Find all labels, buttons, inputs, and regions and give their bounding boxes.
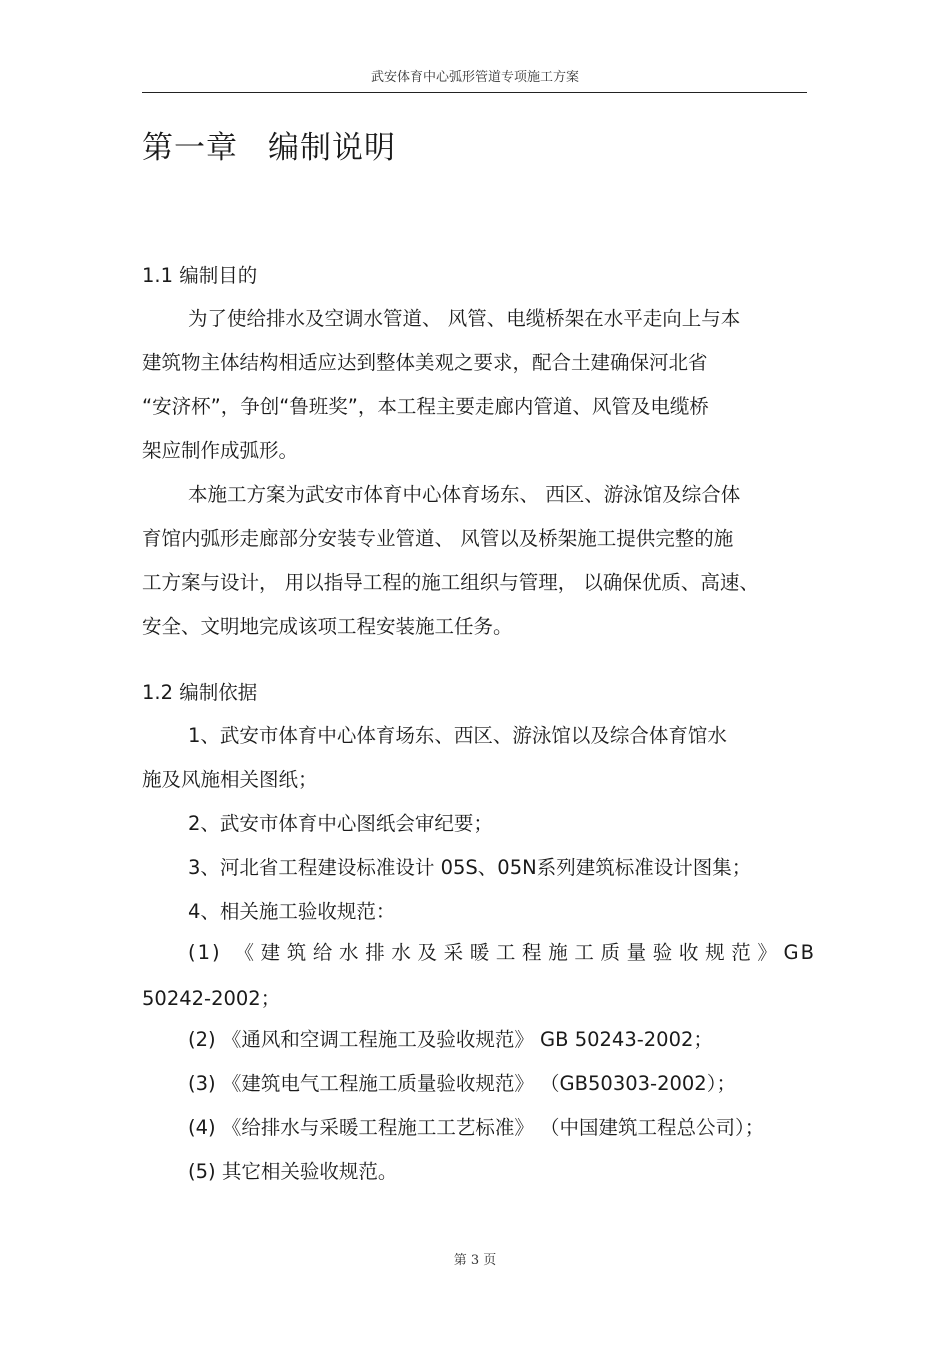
paragraph-line: 本施工方案为武安市体育中心体育场东、 西区、游泳馆及综合体 <box>188 483 741 506</box>
list-item: 施及风施相关图纸； <box>142 768 318 791</box>
list-item: 1、武安市体育中心体育场东、西区、游泳馆以及综合体育馆水 <box>188 724 727 747</box>
paragraph-line: 架应制作成弧形。 <box>142 439 299 462</box>
list-item: 3、河北省工程建设标准设计 05S、05N系列建筑标准设计图集； <box>188 856 752 879</box>
list-item: (3) 《建筑电气工程施工质量验收规范》 （GB50303-2002）； <box>188 1072 736 1095</box>
page-number: 第 3 页 <box>453 1253 497 1268</box>
paragraph-line: 育馆内弧形走廊部分安装专业管道、 风管以及桥架施工提供完整的施 <box>142 527 734 550</box>
document-header: 武安体育中心弧形管道专项施工方案 <box>370 70 579 85</box>
paragraph-line: 工方案与设计， 用以指导工程的施工组织与管理， 以确保优质、高速、 <box>142 571 759 594</box>
chapter-name: 编制说明 <box>268 130 396 166</box>
paragraph-line: “安济杯”，争创“鲁班奖”，本工程主要走廊内管道、风管及电缆桥 <box>142 395 709 418</box>
list-item: (5) 其它相关验收规范。 <box>188 1160 398 1183</box>
list-item: 4、相关施工验收规范： <box>188 900 396 923</box>
chapter-title <box>142 122 396 167</box>
paragraph-line: 为了使给排水及空调水管道、 风管、电缆桥架在水平走向上与本 <box>188 307 741 330</box>
list-item: (4) 《给排水与采暖工程施工工艺标准》 （中国建筑工程总公司）； <box>188 1116 765 1139</box>
list-item: (2) 《通风和空调工程施工及验收规范》 GB 50243-2002； <box>188 1028 713 1051</box>
list-item: 50242-2002； <box>142 987 281 1010</box>
paragraph-line: 建筑物主体结构相适应达到整体美观之要求，配合土建确保河北省 <box>142 351 708 374</box>
list-item: 2、武安市体育中心图纸会审纪要； <box>188 812 493 835</box>
list-item: (1) 《建筑给水排水及采暖工程施工质量验收规范》GB <box>188 941 816 964</box>
paragraph-line: 安全、文明地完成该项工程安装施工任务。 <box>142 615 513 638</box>
section-heading-purpose: 1.1 编制目的 <box>142 264 258 287</box>
section-heading-basis: 1.2 编制依据 <box>142 681 258 704</box>
chapter-number: 第一章 <box>142 130 238 166</box>
header-rule <box>142 92 807 93</box>
